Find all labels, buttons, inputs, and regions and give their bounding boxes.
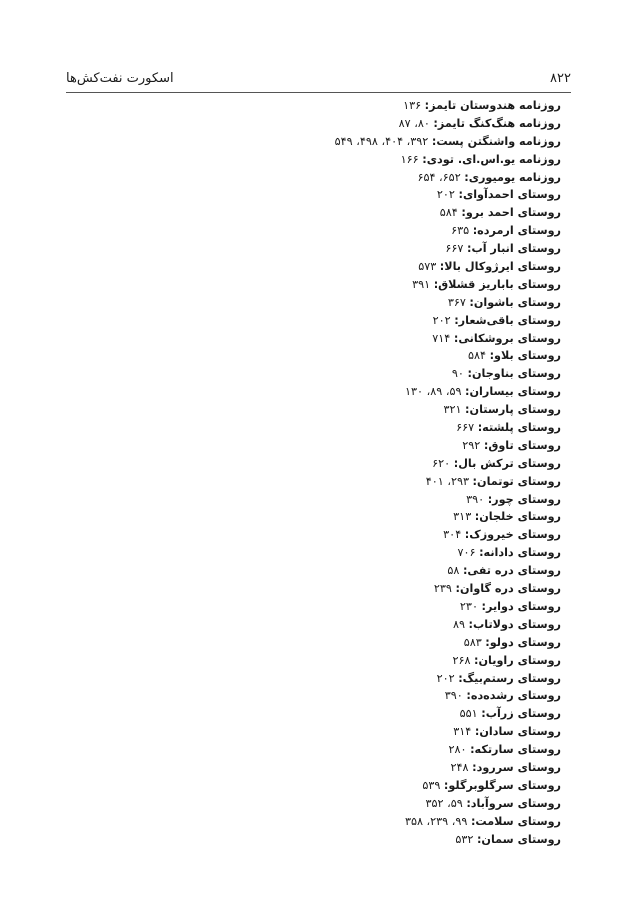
index-term: روستای دادانه: [479,546,561,560]
index-entry [335,419,561,437]
index-entry [335,186,561,204]
index-page-numbers: ۵۸۴ [439,206,458,220]
index-entry [335,437,561,455]
index-page-numbers: ۲۳۰ [459,599,478,613]
index-term: روستای تاوق: [483,438,561,452]
index-entry [335,634,561,652]
index-page-numbers: ۳۹۰ [466,492,485,506]
index-page-numbers: ۶۳۵ [451,224,470,238]
index-term: روستای ایرژوکال بالا: [439,260,561,274]
index-term: روستای رشده‌ده: [466,689,561,703]
index-page-numbers: ۳۲۱ [443,403,462,417]
index-term: روزنامه هنگ‌کنگ تایمز: [433,116,561,130]
index-page-numbers: ۵۳۹ [422,778,441,792]
index-page-numbers: ۲۸۰ [448,743,467,757]
index-page-numbers: ۶۵۲، ۶۵۴ [417,170,461,184]
index-entry [335,169,561,187]
index-page-numbers: ۳۹۱ [412,277,431,291]
index-entry [335,741,561,759]
index-entry [335,455,561,473]
index-entry [335,580,561,598]
index-entry [335,240,561,258]
index-page-numbers: ۲۹۳، ۴۰۱ [425,474,469,488]
index-term: روستای دولو: [485,635,561,649]
index-term: روستای دولاتاب: [468,617,561,631]
index-term: روستای بروشکانی: [453,331,561,345]
index-entry [335,526,561,544]
index-entry [335,652,561,670]
index-page-numbers: ۹۰ [451,367,464,381]
index-page-numbers: ۹۹، ۲۳۹، ۳۵۸ [404,814,468,828]
index-term: روستای باباریز قشلاق: [433,277,561,291]
index-term: روستای سروآباد: [466,796,561,810]
index-entry [335,347,561,365]
index-term: روستای دره گاوان: [455,582,561,596]
index-term: روستای راویان: [474,653,561,667]
index-entry [335,777,561,795]
index-entry [335,705,561,723]
index-entry [335,831,561,849]
index-term: روستای سررود: [472,760,561,774]
index-entry [335,365,561,383]
index-term: روستای چور: [487,492,561,506]
index-entry [335,294,561,312]
index-page-numbers: ۲۰۲ [436,671,455,685]
index-entry [335,723,561,741]
index-page-numbers: ۵۸۳ [463,635,482,649]
index-term: روستای بناوجان: [467,367,561,381]
index-page-numbers: ۵۸۴ [467,349,486,363]
index-entry [335,616,561,634]
index-page-numbers: ۳۰۴ [443,528,462,542]
index-page-numbers: ۲۰۲ [432,313,451,327]
index-term: روستای باقی‌شعار: [454,313,561,327]
index-page-numbers: ۶۶۷ [456,421,475,435]
index-term: روستای دره تفی: [462,564,561,578]
index-page-numbers: ۲۹۲ [462,438,481,452]
index-term: روستای سرگلوبرگلو: [443,778,561,792]
index-term: روستای توتمان: [472,474,561,488]
index-page-numbers: ۵۸ [447,564,460,578]
index-term: روستای رستم‌بیگ: [458,671,561,685]
index-page-numbers: ۳۹۰ [444,689,463,703]
index-term: روستای خلجان: [474,510,561,524]
index-page-numbers: ۵۹، ۸۹، ۱۳۰ [405,385,462,399]
index-term: روستای ارمرده: [472,224,561,238]
index-entry [335,222,561,240]
index-page-numbers: ۶۶۷ [445,242,464,256]
index-entry [335,330,561,348]
index-term: روستای احمدآوای: [458,188,561,202]
index-entry [335,473,561,491]
index-entry [335,544,561,562]
index-entry [335,133,561,151]
index-page-numbers: ۸۰، ۸۷ [398,116,430,130]
page-header [66,62,571,86]
index-entry [335,687,561,705]
index-page-numbers: ۳۱۳ [453,510,472,524]
index-page-numbers: ۱۳۶ [403,99,422,112]
index-entry [335,562,561,580]
index-entry [335,151,561,169]
index-page-numbers: ۳۹۲، ۴۰۴، ۴۹۸، ۵۴۹ [334,134,429,148]
page-number: ۸۲۲ [550,71,571,86]
index-entry [335,312,561,330]
index-term: روزنامه یومیوری: [464,170,561,184]
index-term: روستای سادان: [474,725,561,739]
index-term: روستای پلشته: [477,421,561,435]
index-page-numbers: ۲۳۹ [433,582,452,596]
index-entry [335,508,561,526]
index-page-numbers: ۲۴۸ [450,760,469,774]
index-term: روزنامه یو.اس.ای. تودی: [422,152,561,166]
index-page-numbers: ۶۲۰ [432,456,451,470]
index-entry [335,813,561,831]
index-term: روستای زرآب: [481,707,561,721]
index-page-numbers: ۵۵۱ [459,707,478,721]
index-term: روزنامه هندوستان تایمز: [424,99,561,112]
index-term: روستای دوایر: [481,599,561,613]
index-page-numbers: ۲۰۲ [436,188,455,202]
index-entry [335,401,561,419]
index-entry [335,383,561,401]
index-page-numbers: ۳۱۴ [453,725,472,739]
index-entry [335,598,561,616]
running-title: اسکورت نفت‌کش‌ها [66,71,174,86]
index-entry [335,759,561,777]
index-term: روستای احمد برو: [461,206,561,220]
index-term: روزنامه واشنگتن پست: [431,134,561,148]
index-entry [335,258,561,276]
index-page-numbers: ۵۳۲ [455,832,474,846]
index-page-numbers: ۵۹، ۳۵۲ [425,796,463,810]
index-entry [335,97,561,115]
index-entry [335,115,561,133]
index-page-numbers: ۲۶۸ [452,653,471,667]
index-entry [335,795,561,813]
index-term: روستای ترکش بال: [453,456,561,470]
index-term: روستای بلاو: [489,349,561,363]
index-term: روستای سمان: [476,832,561,846]
index-page-numbers: ۷۰۶ [457,546,476,560]
index-term: روستای انبار آب: [466,242,561,256]
index-term: روستای سارتکه: [470,743,561,757]
index-term: روستای بیساران: [465,385,561,399]
index-term: روستای خیروزک: [464,528,561,542]
index-page-numbers: ۵۷۳ [418,260,437,274]
index-entry [335,491,561,509]
index-list [335,97,561,848]
index-term: روستای سلامت: [470,814,561,828]
index-term: روستای پارستان: [465,403,561,417]
index-page-numbers: ۱۶۶ [400,152,419,166]
index-entry [335,670,561,688]
index-term: روستای باشوان: [469,295,561,309]
index-entry [335,204,561,222]
index-entry [335,276,561,294]
index-page-numbers: ۳۶۷ [447,295,466,309]
index-page-numbers: ۷۱۴ [432,331,451,345]
header-divider [66,92,571,93]
index-page-numbers: ۸۹ [452,617,465,631]
